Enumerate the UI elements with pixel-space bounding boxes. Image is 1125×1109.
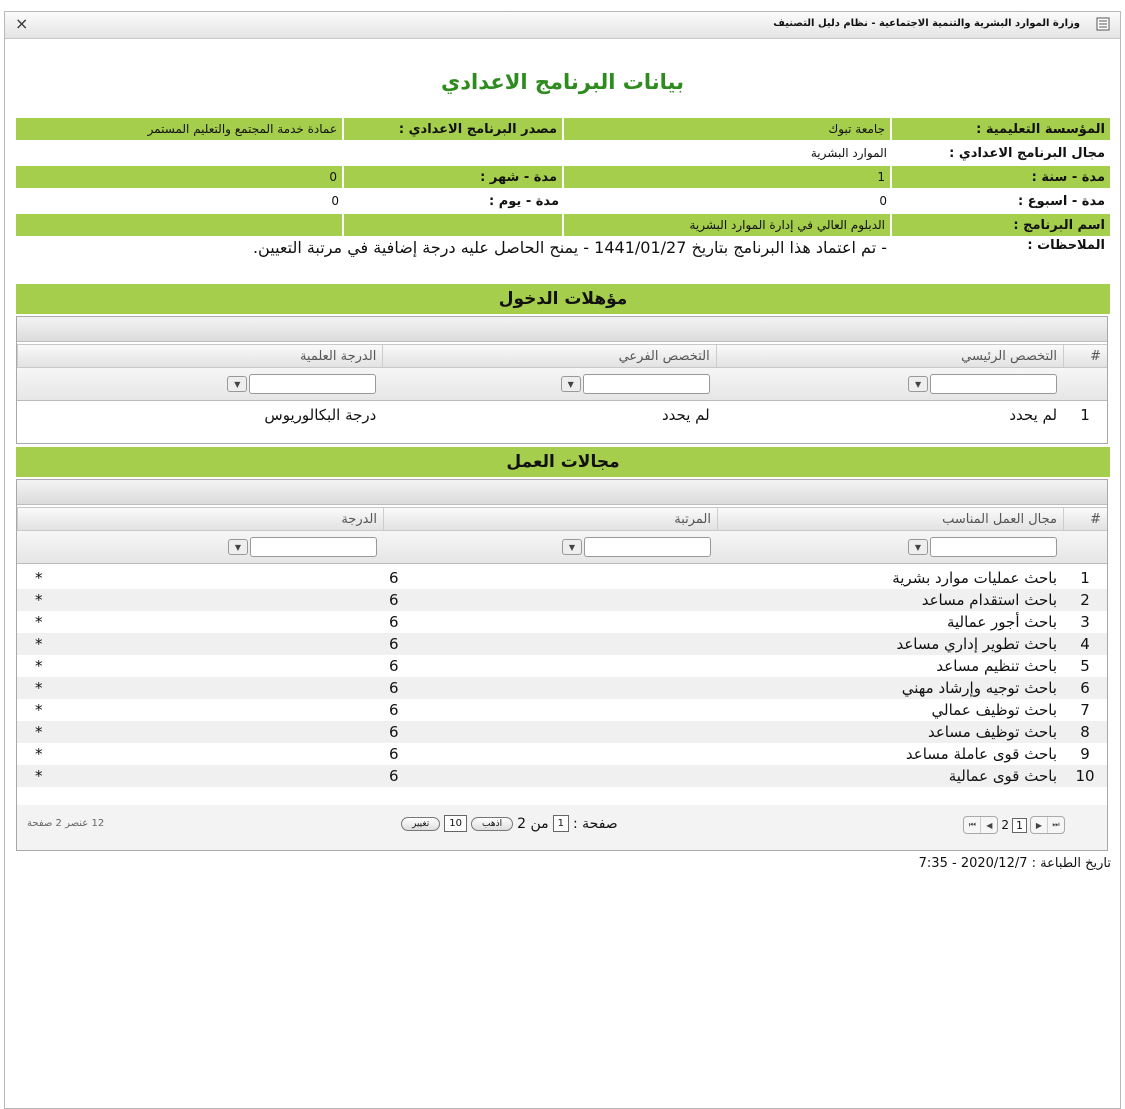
first-page-icon[interactable]: ⏮: [964, 817, 981, 833]
table-row[interactable]: [17, 721, 1107, 743]
row-grade: *: [35, 679, 43, 697]
entry-grid: [16, 316, 1108, 444]
filter-icon[interactable]: ▼: [228, 539, 248, 555]
info-row-name: [16, 214, 1110, 236]
col-header-rank[interactable]: المرتبة: [383, 508, 717, 530]
row-grade: *: [35, 745, 43, 763]
institution-value: جامعة تبوك: [564, 118, 892, 140]
row-grade: *: [35, 569, 43, 587]
next-last-buttons: [1030, 816, 1065, 834]
row-rank: 6: [389, 701, 399, 719]
work-filter-row: [17, 531, 1107, 564]
years-value: 1: [564, 166, 892, 188]
page-of-label: من 2: [517, 815, 549, 832]
next-page-icon[interactable]: ▶: [1031, 817, 1048, 833]
print-date: تاريخ الطباعة : 2020/12/7 - 7:35: [918, 856, 1111, 871]
filter-icon[interactable]: ▼: [562, 539, 582, 555]
row-num: 5: [1080, 657, 1090, 675]
table-row[interactable]: [17, 611, 1107, 633]
table-row[interactable]: [17, 589, 1107, 611]
source-label: مصدر البرنامج الاعدادي :: [344, 118, 564, 140]
page-2-link[interactable]: 2: [1001, 818, 1009, 832]
row-work-field: باحث توظيف عمالي: [931, 701, 1057, 719]
institution-label: المؤسسة التعليمية :: [976, 121, 1105, 137]
row-degree: درجة البكالوريوس: [264, 406, 377, 424]
window-title: وزارة الموارد البشرية والتنمية الاجتماعية - نظام دليل التصنيف: [773, 18, 1080, 29]
program-name-label: اسم البرنامج :: [1013, 217, 1105, 233]
info-row-field: [16, 142, 1110, 164]
row-rank: 6: [389, 591, 399, 609]
info-row-years: [16, 166, 1110, 188]
row-work-field: باحث توظيف مساعد: [927, 723, 1057, 741]
rank-filter-input[interactable]: [584, 537, 711, 557]
table-row[interactable]: [17, 743, 1107, 765]
table-row[interactable]: [17, 699, 1107, 721]
page-label: صفحة :: [572, 815, 618, 832]
page-goto: [397, 815, 618, 832]
row-num: 4: [1080, 635, 1090, 653]
table-row[interactable]: [17, 567, 1107, 589]
row-sub-specialty: لم يحدد: [661, 406, 710, 424]
filter-icon[interactable]: ▼: [908, 539, 928, 555]
sub-specialty-filter-input[interactable]: [583, 374, 710, 394]
row-num: 7: [1080, 701, 1090, 719]
degree-filter-input[interactable]: [249, 374, 376, 394]
filter-icon[interactable]: ▼: [227, 376, 247, 392]
document-icon: [1096, 17, 1110, 31]
row-main-specialty: لم يحدد: [1009, 406, 1058, 424]
work-section-title: مجالات العمل: [16, 447, 1110, 477]
row-work-field: باحث توجيه وإرشاد مهني: [901, 679, 1057, 697]
row-grade: *: [35, 723, 43, 741]
last-page-icon[interactable]: ⏭: [1052, 820, 1060, 829]
main-specialty-filter-input[interactable]: [930, 374, 1057, 394]
first-prev-buttons: [963, 816, 998, 834]
notes-value: - تم اعتماد هذا البرنامج بتاريخ 1441/01/27 - يمنح الحاصل عليه درجة إضافية في مرتبة التعيين.: [252, 238, 887, 257]
months-value: 0: [16, 166, 344, 188]
close-icon[interactable]: ×: [15, 14, 29, 33]
days-label: مدة - يوم :: [489, 193, 559, 209]
row-rank: 6: [389, 723, 399, 741]
work-grid-header: [17, 507, 1107, 531]
page-1-current[interactable]: 1: [1012, 818, 1027, 833]
row-rank: 6: [389, 745, 399, 763]
col-header-sub-specialty[interactable]: التخصص الفرعي: [382, 345, 715, 367]
row-num: 3: [1080, 613, 1090, 631]
work-grid: [16, 479, 1108, 806]
notes-label: الملاحظات :: [1027, 238, 1105, 253]
table-row[interactable]: [17, 404, 1107, 426]
row-grade: *: [35, 657, 43, 675]
entry-grid-header: [17, 344, 1107, 368]
filter-icon[interactable]: ▼: [908, 376, 928, 392]
source-value: عمادة خدمة المجتمع والتعليم المستمر: [16, 118, 344, 140]
row-work-field: باحث تطوير إداري مساعد: [896, 635, 1057, 653]
info-row-institution: [16, 118, 1110, 140]
row-rank: 6: [389, 767, 399, 785]
row-grade: *: [35, 635, 43, 653]
row-rank: 6: [389, 679, 399, 697]
info-row-notes: [16, 238, 1110, 266]
row-work-field: باحث أجور عمالية: [946, 613, 1057, 631]
row-num: 10: [1075, 767, 1095, 785]
work-rows: [17, 567, 1107, 787]
title-bar: [5, 12, 1120, 39]
col-header-grade[interactable]: الدرجة: [17, 508, 383, 530]
table-row[interactable]: [17, 655, 1107, 677]
pager: [16, 805, 1108, 851]
table-row[interactable]: [17, 677, 1107, 699]
program-name-value: الدبلوم العالي في إدارة الموارد البشرية: [564, 214, 892, 236]
empty-cell: [344, 214, 564, 236]
change-button[interactable]: تغيير: [401, 817, 440, 831]
col-header-num[interactable]: #: [1063, 345, 1107, 367]
entry-filter-row: [17, 368, 1107, 401]
grid-toolbar: [17, 317, 1107, 342]
table-row[interactable]: [17, 633, 1107, 655]
row-rank: 6: [389, 657, 399, 675]
row-grade: *: [35, 591, 43, 609]
years-label: مدة - سنة :: [1031, 169, 1105, 185]
program-info: [16, 118, 1110, 266]
empty-cell: [16, 214, 344, 236]
row-num: 8: [1080, 723, 1090, 741]
entry-section-title: مؤهلات الدخول: [16, 284, 1110, 314]
row-rank: 6: [389, 569, 399, 587]
row-rank: 6: [389, 635, 399, 653]
weeks-value: 0: [879, 194, 887, 208]
row-work-field: باحث استقدام مساعد: [921, 591, 1057, 609]
grade-filter-input[interactable]: [250, 537, 377, 557]
row-num: 6: [1080, 679, 1090, 697]
row-work-field: باحث عمليات موارد بشرية: [892, 569, 1057, 587]
field-label: مجال البرنامج الاعدادي :: [949, 145, 1105, 161]
filter-icon[interactable]: ▼: [561, 376, 581, 392]
record-count: 12 عنصر 2 صفحة: [27, 818, 105, 829]
row-grade: *: [35, 767, 43, 785]
grid-toolbar: [17, 480, 1107, 505]
work-field-filter-input[interactable]: [930, 537, 1057, 557]
row-num: 9: [1080, 745, 1090, 763]
info-row-weeks: [16, 190, 1110, 212]
go-button[interactable]: اذهب: [471, 817, 513, 831]
col-header-main-specialty[interactable]: التخصص الرئيسي: [716, 345, 1063, 367]
row-rank: 6: [389, 613, 399, 631]
page-input[interactable]: 1: [553, 815, 569, 832]
col-header-num[interactable]: #: [1063, 508, 1107, 530]
row-work-field: باحث قوى عمالية: [948, 767, 1057, 785]
row-work-field: باحث تنظيم مساعد: [936, 657, 1057, 675]
row-num: 1: [1080, 569, 1090, 587]
row-num: 1: [1080, 406, 1090, 424]
col-header-degree[interactable]: الدرجة العلمية: [17, 345, 382, 367]
page-size-input[interactable]: 10: [444, 815, 467, 832]
page-title: بيانات البرنامج الاعدادي: [441, 70, 684, 94]
row-num: 2: [1080, 591, 1090, 609]
row-work-field: باحث قوى عاملة مساعد: [905, 745, 1057, 763]
field-value: الموارد البشرية: [810, 146, 887, 160]
col-header-work-field[interactable]: مجال العمل المناسب: [717, 508, 1063, 530]
days-value: 0: [331, 194, 339, 208]
table-row[interactable]: [17, 765, 1107, 787]
prev-page-icon[interactable]: ◀: [986, 820, 993, 830]
months-label: مدة - شهر :: [344, 166, 564, 188]
row-grade: *: [35, 701, 43, 719]
row-grade: *: [35, 613, 43, 631]
page-navigation: [963, 816, 1065, 834]
weeks-label: مدة - اسبوع :: [1018, 193, 1105, 209]
